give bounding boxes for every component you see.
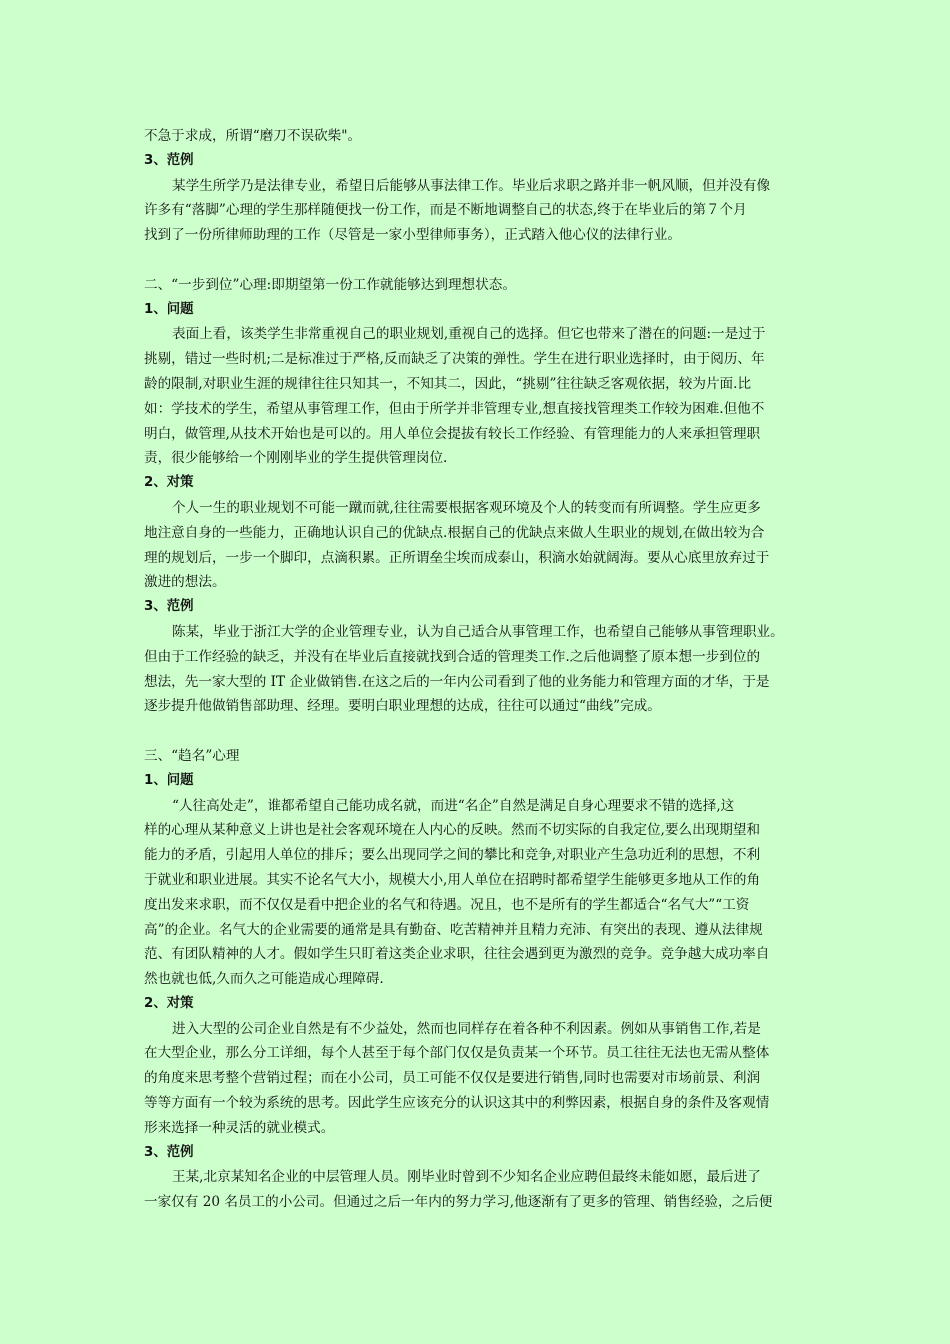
subheading-example: 3、范例	[144, 1144, 194, 1160]
subheading-strategy: 2、对策	[144, 475, 194, 491]
paragraph-line: “人往高处走”，谁都希望自己能功成名就，而进“名企”自然是满足自身心理要求不错的选择,这	[172, 797, 735, 814]
paragraph-line: 于就业和职业进展。其实不论名气大小，规模大小,用人单位在招聘时都希望学生能够更多地从工作的角	[144, 871, 761, 888]
paragraph-line: 激进的想法。	[144, 574, 226, 591]
paragraph-line: 责，很少能够给一个刚刚毕业的学生提供管理岗位.	[144, 450, 448, 467]
paragraph-line: 然也就也低,久而久之可能造成心理障碍.	[144, 971, 384, 988]
paragraph-line: 想法，先一家大型的 IT 企业做销售.在这之后的一年内公司看到了他的业务能力和管理方面的才华，于是	[144, 673, 770, 690]
paragraph-line: 的角度来思考整个营销过程；而在小公司，员工可能不仅仅是要进行销售,同时也需要对市场前景、利润	[144, 1070, 761, 1087]
paragraph-line: 在大型企业，那么分工详细，每个人甚至于每个部门仅仅是负责某一个环节。员工往往无法也无需从整体	[144, 1045, 770, 1062]
paragraph-line: 等等方面有一个较为系统的思考。因此学生应该充分的认识这其中的利弊因素，根据自身的条件及客观情	[144, 1095, 770, 1112]
paragraph-line: 某学生所学乃是法律专业，希望日后能够从事法律工作。毕业后求职之路并非一帆风顺，但并没有像	[172, 177, 771, 194]
paragraph-line: 高”的企业。名气大的企业需要的通常是具有勤奋、吃苦精神并且精力充沛、有突出的表现、遵从法律规	[144, 921, 763, 938]
paragraph-line: 形来选择一种灵活的就业模式。	[144, 1119, 335, 1136]
blank-line	[144, 248, 830, 273]
section-title: 三、“趋名”心理	[144, 747, 240, 764]
subheading-problem: 1、问题	[144, 772, 194, 788]
paragraph-line: 不急于求成，所谓“磨刀不误砍柴"。	[144, 128, 362, 144]
paragraph-line: 许多有“落脚”心理的学生那样随便找一份工作，而是不断地调整自己的状态,终于在毕业后的第７个月	[144, 202, 747, 219]
paragraph-line: 如：学技术的学生，希望从事管理工作，但由于所学并非管理专业,想直接找管理类工作较为困难.但他不	[144, 400, 765, 417]
paragraph-line: 陈某，毕业于浙江大学的企业管理专业，认为自己适合从事管理工作，也希望自己能够从事管理职业。	[172, 623, 784, 640]
paragraph-line: 度出发来求职，而不仅仅是看中把企业的名气和待遇。况且，也不是所有的学生都适合“名气大”“工资	[144, 896, 750, 913]
paragraph-line: 能力的矛盾，引起用人单位的排斥；要么出现同学之间的攀比和竞争,对职业产生急功近利的思想，不利	[144, 847, 761, 864]
paragraph-line: 但由于工作经验的缺乏，并没有在毕业后直接就找到合适的管理类工作.之后他调整了原本想一步到位的	[144, 648, 761, 665]
paragraph-line: 挑剔，错过一些时机;二是标准过于严格,反而缺乏了决策的弹性。学生在进行职业选择时，由于阅历、年	[144, 351, 765, 368]
subheading-example: 3、范例	[144, 152, 194, 168]
paragraph-line: 一家仅有 20 名员工的小公司。但通过之后一年内的努力学习,他逐渐有了更多的管理、销售经验，之后便	[144, 1194, 773, 1211]
paragraph-line: 地注意自身的一些能力，正确地认识自己的优缺点.根据自己的优缺点来做人生职业的规划,在做出较为合	[144, 524, 765, 541]
paragraph-line: 表面上看，该类学生非常重视自己的职业规划,重视自己的选择。但它也带来了潜在的问题:一是过于	[172, 326, 766, 343]
subheading-example: 3、范例	[144, 599, 194, 615]
paragraph-line: 样的心理从某种意义上讲也是社会客观环境在人内心的反映。然而不切实际的自我定位,要么出现期望和	[144, 822, 761, 839]
paragraph-line: 个人一生的职业规划不可能一蹴而就,往往需要根据客观环境及个人的转变而有所调整。学生应更多	[172, 499, 761, 516]
paragraph-line: 理的规划后，一步一个脚印，点滴积累。正所谓垒尘埃而成泰山，积滴水始就阔海。要从心底里放弃过于	[144, 549, 770, 566]
paragraph-line: 进入大型的公司企业自然是有不少益处，然而也同样存在着各种不利因素。例如从事销售工作,若是	[172, 1020, 761, 1037]
paragraph-line: 龄的限制,对职业生涯的规律往往只知其一，不知其二，因此，“挑剔”往往缺乏客观依据，较为片面.比	[144, 375, 752, 392]
section-title: 二、“一步到位”心理:即期望第一份工作就能够达到理想状态。	[144, 276, 516, 293]
blank-line	[144, 719, 830, 744]
paragraph-line: 逐步提升他做销售部助理、经理。要明白职业理想的达成，往往可以通过“曲线”完成。	[144, 698, 661, 715]
paragraph-line: 明白，做管理,从技术开始也是可以的。用人单位会提拔有较长工作经验、有管理能力的人来承担管理职	[144, 425, 761, 442]
subheading-problem: 1、问题	[144, 301, 194, 317]
paragraph-line: 范、有团队精神的人才。假如学生只盯着这类企业求职，往往会遇到更为激烈的竞争。竞争越大成功率自	[144, 946, 770, 963]
subheading-strategy: 2、对策	[144, 995, 194, 1011]
paragraph-line: 王某,北京某知名企业的中层管理人员。刚毕业时曾到不少知名企业应聘但最终未能如愿，最后进了	[172, 1169, 761, 1186]
paragraph-line: 找到了一份所律师助理的工作（尽管是一家小型律师事务），正式踏入他心仪的法律行业。	[144, 227, 681, 244]
